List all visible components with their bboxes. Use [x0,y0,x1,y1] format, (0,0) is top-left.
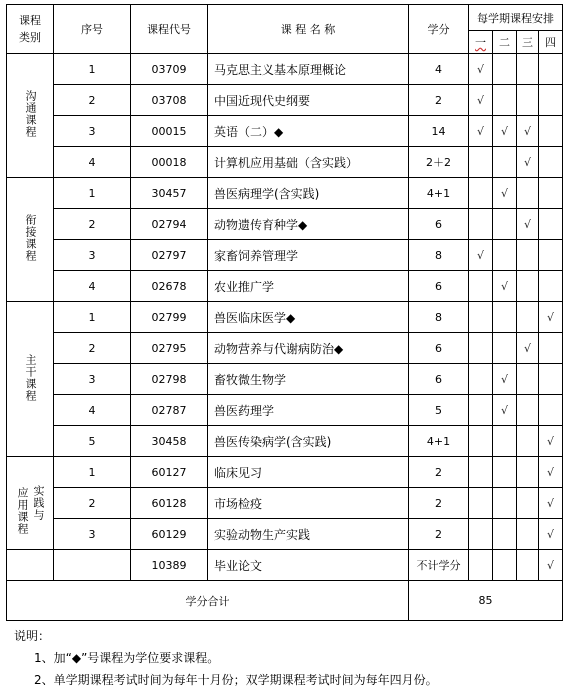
note-item-1: 1、加“◆”号课程为学位要求课程。 [34,651,220,665]
table-row [7,54,563,85]
semester-1-check [469,178,493,209]
row-seq: 1 [54,302,131,333]
row-course-name: 计算机应用基础（含实践） [208,147,409,178]
semester-3-check [517,457,539,488]
semester-4-check: √ [539,519,563,550]
semester-1-check [469,209,493,240]
semester-3-check [517,488,539,519]
semester-3-check [517,426,539,457]
table-row [7,116,563,147]
table-row [7,550,563,581]
table-row [7,457,563,488]
semester-1-label: 一 [475,36,486,49]
table-row [7,147,563,178]
row-course-name: 兽医病理学(含实践) [208,178,409,209]
table-row [7,488,563,519]
semester-3-check [517,54,539,85]
semester-2-check [493,147,517,178]
table-row [7,302,563,333]
semester-1-check [469,364,493,395]
semester-4-check: √ [539,488,563,519]
row-code: 02678 [131,271,208,302]
semester-3-check [517,302,539,333]
row-credits: 2＋2 [409,147,469,178]
header-name: 课 程 名 称 [208,5,409,54]
semester-3-check [517,271,539,302]
table-row [7,426,563,457]
semester-2-check [493,519,517,550]
semester-2-check [493,302,517,333]
row-credits: 2 [409,488,469,519]
row-credits: 4+1 [409,426,469,457]
semester-2-check [493,54,517,85]
row-credits: 2 [409,457,469,488]
semester-4-check [539,209,563,240]
row-course-name: 马克思主义基本原理概论 [208,54,409,85]
row-seq: 2 [54,488,131,519]
row-course-name: 家畜饲养管理学 [208,240,409,271]
table-row [7,271,563,302]
semester-3-check [517,550,539,581]
row-code: 02797 [131,240,208,271]
row-seq: 4 [54,395,131,426]
category-label-part-b: 实践与 [32,485,45,521]
category-label: 主干课程 [24,353,37,402]
row-credits: 6 [409,271,469,302]
semester-4-check [539,85,563,116]
row-credits: 8 [409,240,469,271]
category-label-wrap [7,471,53,535]
row-credits: 5 [409,395,469,426]
header-semester-3: 三 [517,31,539,54]
row-course-name: 畜牧微生物学 [208,364,409,395]
category-cell [7,178,54,302]
row-credits: 8 [409,302,469,333]
row-code: 02799 [131,302,208,333]
row-seq [54,550,131,581]
header-category-text: 课程类别 [19,14,41,44]
row-code: 03708 [131,85,208,116]
row-code: 10389 [131,550,208,581]
row-code: 60129 [131,519,208,550]
row-seq: 4 [54,147,131,178]
notes-title: 说明： [14,629,51,643]
row-credits: 6 [409,364,469,395]
semester-4-check [539,395,563,426]
row-course-name: 英语（二）◆ [208,116,409,147]
semester-1-check: √ [469,240,493,271]
row-seq: 5 [54,426,131,457]
category-label-part-a: 应用课程 [16,487,29,535]
semester-2-check [493,333,517,364]
header-seq: 序号 [54,5,131,54]
semester-2-check [493,488,517,519]
category-label: 沟通课程 [24,90,37,138]
row-seq: 3 [54,519,131,550]
row-code: 02787 [131,395,208,426]
semester-3-check [517,519,539,550]
curriculum-table [6,4,563,621]
semester-3-check [517,85,539,116]
header-credits: 学分 [409,5,469,54]
row-code: 02795 [131,333,208,364]
header-semester-title: 每学期课程安排 [469,5,563,31]
row-course-name: 兽医临床医学◆ [208,302,409,333]
semester-2-check: √ [493,364,517,395]
semester-2-check [493,457,517,488]
row-seq: 3 [54,364,131,395]
table-row [7,240,563,271]
header-semester-2: 二 [493,31,517,54]
row-seq: 2 [54,85,131,116]
row-code: 60127 [131,457,208,488]
category-label: 衔接课程 [24,214,37,262]
semester-4-check [539,271,563,302]
header-code: 课程代号 [131,5,208,54]
row-course-name: 动物遗传育种学◆ [208,209,409,240]
row-course-name: 临床见习 [208,457,409,488]
row-course-name: 兽医传染病学(含实践) [208,426,409,457]
semester-2-check [493,85,517,116]
semester-4-check [539,147,563,178]
row-code: 30457 [131,178,208,209]
semester-3-check [517,240,539,271]
semester-4-check [539,240,563,271]
semester-1-check [469,519,493,550]
row-seq: 1 [54,54,131,85]
semester-4-check [539,116,563,147]
row-code: 00018 [131,147,208,178]
table-row [7,209,563,240]
row-seq: 3 [54,116,131,147]
row-course-name: 市场检疫 [208,488,409,519]
category-cell [7,54,54,178]
category-practice-application [7,457,54,550]
semester-4-check [539,364,563,395]
table-row [7,395,563,426]
semester-1-check [469,147,493,178]
row-credits: 2 [409,519,469,550]
semester-3-check: √ [517,333,539,364]
semester-2-check [493,550,517,581]
row-course-name: 毕业论文 [208,550,409,581]
semester-3-check: √ [517,147,539,178]
semester-4-check [539,178,563,209]
curriculum-body [7,54,563,581]
table-row [7,178,563,209]
notes-section [14,625,438,691]
row-seq: 3 [54,240,131,271]
semester-3-check: √ [517,116,539,147]
row-credits: 不计学分 [409,550,469,581]
row-seq: 1 [54,178,131,209]
semester-1-check [469,550,493,581]
row-code: 02798 [131,364,208,395]
semester-4-check [539,54,563,85]
semester-1-check [469,271,493,302]
row-credits: 14 [409,116,469,147]
category-cell [7,302,54,457]
semester-4-check: √ [539,302,563,333]
semester-1-check [469,426,493,457]
semester-1-check [469,488,493,519]
row-code: 00015 [131,116,208,147]
semester-2-check: √ [493,116,517,147]
semester-1-check: √ [469,116,493,147]
table-row [7,333,563,364]
row-course-name: 中国近现代史纲要 [208,85,409,116]
semester-4-check: √ [539,457,563,488]
semester-1-check [469,457,493,488]
row-credits: 6 [409,209,469,240]
row-credits: 4+1 [409,178,469,209]
semester-1-check [469,395,493,426]
header-semester-1 [469,31,493,54]
semester-4-check: √ [539,550,563,581]
row-seq: 2 [54,209,131,240]
row-course-name: 动物营养与代谢病防治◆ [208,333,409,364]
row-code: 60128 [131,488,208,519]
row-credits: 4 [409,54,469,85]
row-code: 30458 [131,426,208,457]
category-empty [7,550,54,581]
semester-1-check [469,333,493,364]
semester-2-check [493,240,517,271]
table-row [7,364,563,395]
header-semester-4: 四 [539,31,563,54]
semester-4-check: √ [539,426,563,457]
semester-1-check: √ [469,54,493,85]
semester-3-check: √ [517,209,539,240]
semester-2-check: √ [493,271,517,302]
semester-3-check [517,395,539,426]
semester-2-check [493,209,517,240]
row-credits: 2 [409,85,469,116]
semester-1-check [469,302,493,333]
table-row [7,85,563,116]
semester-4-check [539,333,563,364]
total-value: 85 [409,581,563,621]
row-course-name: 兽医药理学 [208,395,409,426]
total-label: 学分合计 [7,581,409,621]
row-code: 02794 [131,209,208,240]
row-seq: 4 [54,271,131,302]
row-credits: 6 [409,333,469,364]
semester-2-check: √ [493,178,517,209]
row-seq: 2 [54,333,131,364]
semester-2-check: √ [493,395,517,426]
row-seq: 1 [54,457,131,488]
row-course-name: 实验动物生产实践 [208,519,409,550]
note-item-2: 2、单学期课程考试时间为每年十月份；双学期课程考试时间为每年四月份。 [34,673,438,687]
header-category [7,5,54,54]
semester-3-check [517,364,539,395]
row-code: 03709 [131,54,208,85]
semester-1-check: √ [469,85,493,116]
row-course-name: 农业推广学 [208,271,409,302]
semester-3-check [517,178,539,209]
table-row [7,519,563,550]
semester-2-check [493,426,517,457]
